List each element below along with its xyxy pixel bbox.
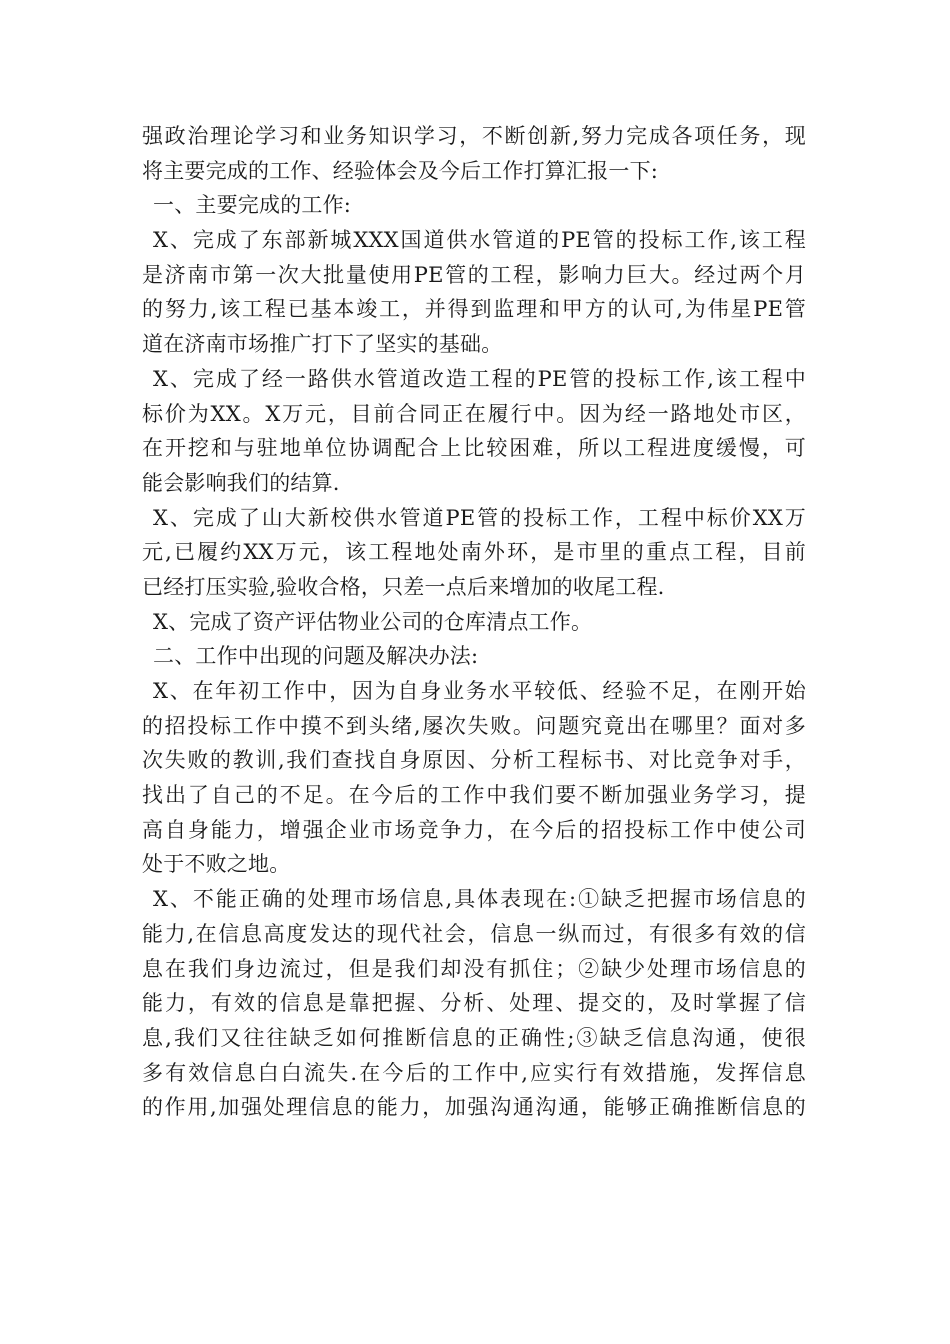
text-line: X、完成了经一路供水管道改造工程的PE管的投标工作,该工程中 <box>153 366 806 391</box>
text-line: 次失败的教训,我们查找自身原因、分析工程标书、对比竞争对手， <box>142 748 806 773</box>
text-line: 的作用,加强处理信息的能力，加强沟通沟通，能够正确推断信息的 <box>142 1095 806 1120</box>
text-line: 息在我们身边流过，但是我们却没有抓住；②缺少处理市场信息的 <box>142 956 806 981</box>
text-line: 能会影响我们的结算. <box>142 470 340 495</box>
text-line: 能力，有效的信息是靠把握、分析、处理、提交的，及时掌握了信 <box>142 991 806 1016</box>
text-line: 在开挖和与驻地单位协调配合上比较困难，所以工程进度缓慢，可 <box>142 436 806 461</box>
text-line: X、在年初工作中，因为自身业务水平较低、经验不足，在刚开始 <box>153 679 806 703</box>
text-line: 找出了自己的不足。在今后的工作中我们要不断加强业务学习，提 <box>142 783 806 808</box>
text-line: 高自身能力，增强企业市场竞争力，在今后的招投标工作中使公司 <box>142 817 806 842</box>
text-line: X、不能正确的处理市场信息,具体表现在:①缺乏把握市场信息的 <box>153 887 806 912</box>
text-line: X、完成了资产评估物业公司的仓库清点工作。 <box>153 609 593 634</box>
document-page <box>142 119 806 1125</box>
text-line: 能力,在信息高度发达的现代社会，信息一纵而过，有很多有效的信 <box>142 921 806 946</box>
text-line: 处于不败之地。 <box>142 852 291 877</box>
text-line: X、完成了山大新校供水管道PE管的投标工作，工程中标价XX万 <box>153 505 806 530</box>
text-line: 强政治理论学习和业务知识学习，不断创新,努力完成各项任务，现 <box>142 124 806 148</box>
text-line: 的努力,该工程已基本竣工，并得到监理和甲方的认可,为伟星PE管 <box>142 297 806 322</box>
text-line: 道在济南市场推广打下了坚实的基础。 <box>142 332 503 357</box>
text-line: 息,我们又往往缺乏如何推断信息的正确性;③缺乏信息沟通，使很 <box>142 1025 806 1050</box>
text-line: 是济南市第一次大批量使用PE管的工程，影响力巨大。经过两个月 <box>142 262 806 287</box>
text-line: 标价为XX。X万元，目前合同正在履行中。因为经一路地处市区， <box>142 401 806 426</box>
section-heading: 一、主要完成的工作: <box>153 193 352 218</box>
text-line: 元,已履约XX万元，该工程地处南外环，是市里的重点工程，目前 <box>142 540 806 565</box>
text-line: 多有效信息白白流失.在今后的工作中,应实行有效措施，发挥信息 <box>142 1060 806 1085</box>
text-line: 已经打压实验,验收合格，只差一点后来增加的收尾工程. <box>142 574 665 599</box>
text-line: X、完成了东部新城XXX国道供水管道的PE管的投标工作,该工程 <box>153 228 806 253</box>
text-line: 的招投标工作中摸不到头绪,屡次失败。问题究竟出在哪里？面对多 <box>142 713 806 738</box>
section-heading: 二、工作中出现的问题及解决办法: <box>153 644 479 669</box>
text-line: 将主要完成的工作、经验体会及今后工作打算汇报一下: <box>142 158 659 183</box>
